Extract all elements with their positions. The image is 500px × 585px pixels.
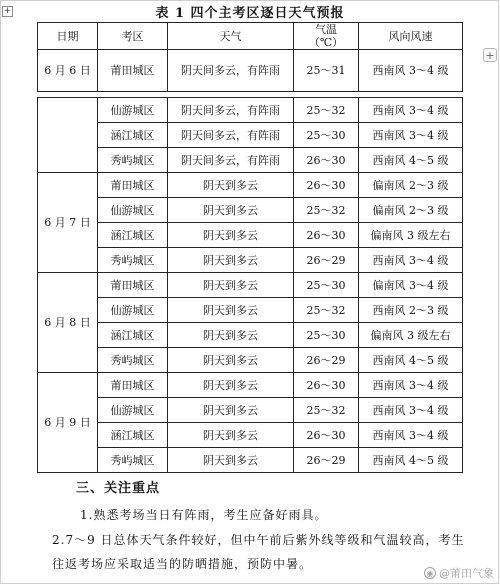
section-heading: 三、关注重点 <box>76 481 161 496</box>
weather-cell: 阴天到多云 <box>168 423 294 448</box>
weather-cell: 阴天间多云，有阵雨 <box>168 123 294 148</box>
table-row <box>38 273 463 298</box>
table-row <box>38 448 463 473</box>
area-cell: 莆田城区 <box>98 273 168 298</box>
first-day-weather: 阴天间多云，有阵雨 <box>168 50 294 92</box>
weather-cell: 阴天到多云 <box>168 373 294 398</box>
temp-cell: 25～32 <box>294 98 359 123</box>
area-cell: 莆田城区 <box>98 373 168 398</box>
add-column-button[interactable]: + <box>483 48 497 62</box>
temp-cell: 25～32 <box>294 298 359 323</box>
forecast-table-body <box>37 97 463 473</box>
wind-cell: 西南风 4～5 级 <box>359 148 463 173</box>
table-row <box>38 148 463 173</box>
area-cell: 秀屿城区 <box>98 248 168 273</box>
weather-cell: 阴天到多云 <box>168 448 294 473</box>
table-row <box>38 248 463 273</box>
temp-cell: 25～32 <box>294 198 359 223</box>
header-temp <box>294 23 359 50</box>
temp-cell: 26～30 <box>294 173 359 198</box>
weather-cell: 阴天到多云 <box>168 273 294 298</box>
weibo-logo-icon: ◉ <box>424 567 436 579</box>
date-cell: 6 月 7 日 <box>38 173 98 273</box>
area-cell: 莆田城区 <box>98 173 168 198</box>
wind-cell: 偏南风 3 级左右 <box>359 323 463 348</box>
area-cell: 仙游城区 <box>98 398 168 423</box>
header-temp-unit: （℃） <box>308 36 344 49</box>
area-cell: 涵江城区 <box>98 123 168 148</box>
wind-cell: 偏南风 2～3 级 <box>359 173 463 198</box>
wind-cell: 西南风 3～4 级 <box>359 248 463 273</box>
weather-cell: 阴天到多云 <box>168 198 294 223</box>
table-row <box>38 423 463 448</box>
wind-cell: 西南风 3～4 级 <box>359 373 463 398</box>
table-row <box>38 398 463 423</box>
date-cell-continued <box>38 98 98 173</box>
area-cell: 涵江城区 <box>98 423 168 448</box>
header-wind: 风向风速 <box>359 23 463 50</box>
first-day-date: 6 月 6 日 <box>38 50 98 92</box>
paragraph-1: 1.熟悉考场当日有阵雨，考生应备好雨具。 <box>80 508 328 522</box>
header-date: 日期 <box>38 23 98 50</box>
temp-cell: 25～30 <box>294 123 359 148</box>
area-cell: 涵江城区 <box>98 223 168 248</box>
header-temp-label: 气温 <box>315 23 337 36</box>
watermark-text: @莆田气象 <box>439 567 494 580</box>
weather-cell: 阴天到多云 <box>168 248 294 273</box>
temp-cell: 26～29 <box>294 348 359 373</box>
table-row <box>38 198 463 223</box>
temp-cell: 26～30 <box>294 223 359 248</box>
weather-cell: 阴天到多云 <box>168 323 294 348</box>
wind-cell: 西南风 3～4 级 <box>359 398 463 423</box>
table-move-handle-icon[interactable]: + <box>3 6 12 16</box>
table-row <box>38 373 463 398</box>
watermark <box>424 565 494 581</box>
table-row <box>38 123 463 148</box>
area-cell: 仙游城区 <box>98 298 168 323</box>
wind-cell: 西南风 2～3 级 <box>359 298 463 323</box>
table-row <box>38 98 463 123</box>
temp-cell: 25～30 <box>294 273 359 298</box>
date-cell: 6 月 9 日 <box>38 373 98 473</box>
forecast-table-header <box>37 22 463 92</box>
header-area: 考区 <box>98 23 168 50</box>
table-row <box>38 223 463 248</box>
wind-cell: 偏南风 2～3 级 <box>359 198 463 223</box>
area-cell: 秀屿城区 <box>98 348 168 373</box>
weather-cell: 阴天到多云 <box>168 298 294 323</box>
paragraph-2: 2.7～9 日总体天气条件较好，但中午前后紫外线等级和气温较高，考生往返考场应采取适当的防晒措施，预防中暑。 <box>52 533 465 571</box>
weather-cell: 阴天到多云 <box>168 173 294 198</box>
table-row <box>38 173 463 198</box>
table-row <box>38 298 463 323</box>
wind-cell: 西南风 4～5 级 <box>359 348 463 373</box>
date-cell: 6 月 8 日 <box>38 273 98 373</box>
temp-cell: 26～30 <box>294 148 359 173</box>
table-title: 表 1 四个主考区逐日天气预报 <box>155 6 345 21</box>
first-day-temp: 25～31 <box>294 50 359 92</box>
area-cell: 仙游城区 <box>98 198 168 223</box>
wind-cell: 偏南风 3 级左右 <box>359 223 463 248</box>
weather-cell: 阴天间多云，有阵雨 <box>168 98 294 123</box>
weather-cell: 阴天间多云，有阵雨 <box>168 148 294 173</box>
temp-cell: 26～30 <box>294 423 359 448</box>
wind-cell: 西南风 4～5 级 <box>359 448 463 473</box>
weather-cell: 阴天到多云 <box>168 348 294 373</box>
wind-cell: 西南风 3～4 级 <box>359 423 463 448</box>
temp-cell: 26～30 <box>294 373 359 398</box>
temp-cell: 25～30 <box>294 323 359 348</box>
temp-cell: 26～29 <box>294 448 359 473</box>
area-cell: 秀屿城区 <box>98 148 168 173</box>
wind-cell: 偏南风 3～4 级 <box>359 273 463 298</box>
weather-cell: 阴天到多云 <box>168 223 294 248</box>
wind-cell: 西南风 3～4 级 <box>359 123 463 148</box>
weather-cell: 阴天到多云 <box>168 398 294 423</box>
temp-cell: 25～32 <box>294 398 359 423</box>
area-cell: 秀屿城区 <box>98 448 168 473</box>
table-row <box>38 348 463 373</box>
first-day-area: 莆田城区 <box>98 50 168 92</box>
header-weather: 天气 <box>168 23 294 50</box>
first-day-wind: 西南风 3～4 级 <box>359 50 463 92</box>
area-cell: 仙游城区 <box>98 98 168 123</box>
table-row <box>38 323 463 348</box>
area-cell: 涵江城区 <box>98 323 168 348</box>
wind-cell: 西南风 3～4 级 <box>359 98 463 123</box>
temp-cell: 26～29 <box>294 248 359 273</box>
